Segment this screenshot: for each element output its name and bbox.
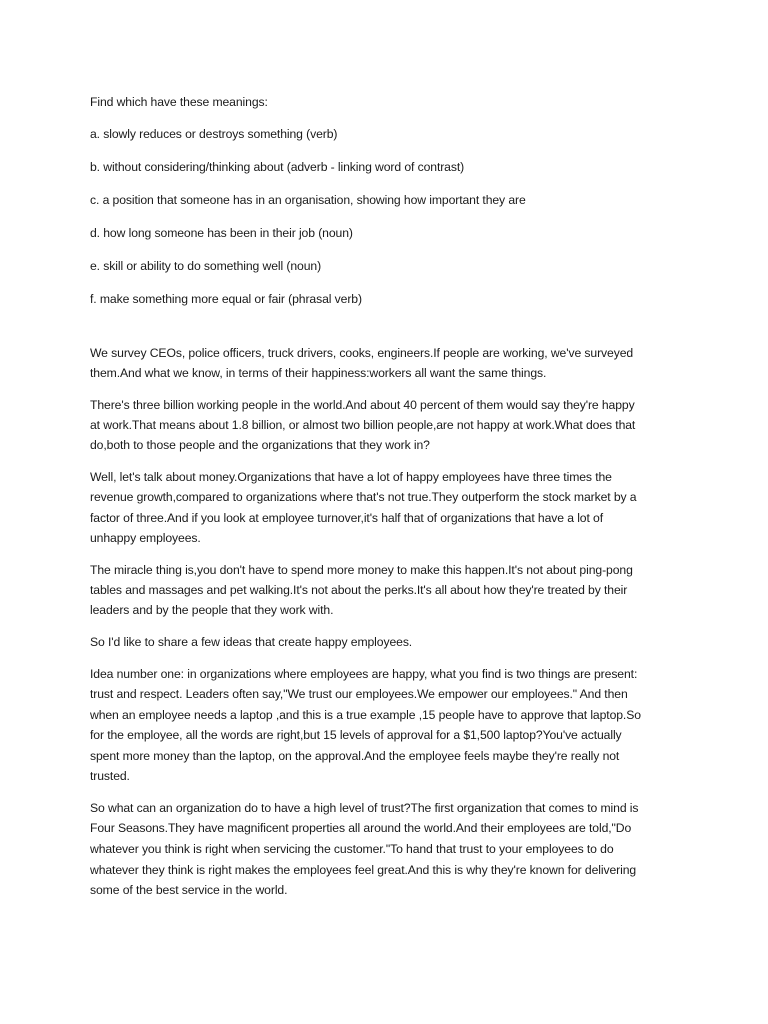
- paragraph-6-line-4: for the employee, all the words are right,but 15 levels of approval for a $1,500 laptop?You've actually: [90, 728, 622, 742]
- paragraph-2-line-1: There's three billion working people in the world.And about 40 percent of them would say they're happy: [90, 398, 635, 412]
- paragraph-7-line-2: Four Seasons.They have magnificent properties all around the world.And their employees are told,"Do: [90, 821, 632, 835]
- paragraph-7-line-5: some of the best service in the world.: [90, 883, 288, 897]
- paragraph-3-line-2: revenue growth,compared to organizations where that's not true.They outperform the stock market by a: [90, 490, 637, 504]
- paragraph-4-line-2: tables and massages and pet walking.It's not about the perks.It's all about how they're treated by their: [90, 583, 628, 597]
- paragraph-2-line-3: do,both to those people and the organizations that they work in?: [90, 438, 430, 452]
- paragraph-6-line-6: trusted.: [90, 769, 130, 783]
- paragraph-3-line-3: factor of three.And if you look at employee turnover,it's half that of organizations that have a lot of: [90, 511, 604, 525]
- exercise-heading: Find which have these meanings:: [90, 95, 268, 109]
- definition-f: f. make something more equal or fair (phrasal verb): [90, 292, 362, 306]
- paragraph-2-line-2: at work.That means about 1.8 billion, or almost two billion people,are not happy at work.What does that: [90, 418, 636, 432]
- paragraph-4-line-3: leaders and by the people that they work with.: [90, 603, 334, 617]
- paragraph-3-line-4: unhappy employees.: [90, 531, 201, 545]
- paragraph-7-line-1: So what can an organization do to have a high level of trust?The first organization that comes to mind is: [90, 801, 639, 815]
- definition-a: a. slowly reduces or destroys something (verb): [90, 127, 338, 141]
- paragraph-6-line-5: spent more money than the laptop, on the approval.And the employee feels maybe they're really not: [90, 749, 620, 763]
- definition-c: c. a position that someone has in an organisation, showing how important they are: [90, 193, 526, 207]
- paragraph-3-line-1: Well, let's talk about money.Organizations that have a lot of happy employees have three times the: [90, 470, 612, 484]
- paragraph-6-line-3: when an employee needs a laptop ,and this is a true example ,15 people have to approve that laptop.So: [90, 708, 641, 722]
- paragraph-6-line-1: Idea number one: in organizations where employees are happy, what you find is two things are present:: [90, 667, 638, 681]
- paragraph-7-line-3: whatever you think is right when servicing the customer."To hand that trust to your employees to do: [90, 842, 614, 856]
- paragraph-1-line-2: them.And what we know, in terms of their happiness:workers all want the same things.: [90, 366, 547, 380]
- paragraph-1-line-1: We survey CEOs, police officers, truck drivers, cooks, engineers.If people are working, we've surveyed: [90, 346, 634, 360]
- definition-d: d. how long someone has been in their job (noun): [90, 226, 353, 240]
- paragraph-6-line-2: trust and respect. Leaders often say,"We trust our employees.We empower our employees." And then: [90, 687, 628, 701]
- paragraph-7-line-4: whatever they think is right makes the employees feel great.And this is why they're known for delivering: [90, 863, 637, 877]
- definition-b: b. without considering/thinking about (adverb - linking word of contrast): [90, 160, 465, 174]
- paragraph-4-line-1: The miracle thing is,you don't have to spend more money to make this happen.It's not about ping-pong: [90, 563, 633, 577]
- definition-e: e. skill or ability to do something well (noun): [90, 259, 322, 273]
- paragraph-5-line-1: So I'd like to share a few ideas that create happy employees.: [90, 635, 413, 649]
